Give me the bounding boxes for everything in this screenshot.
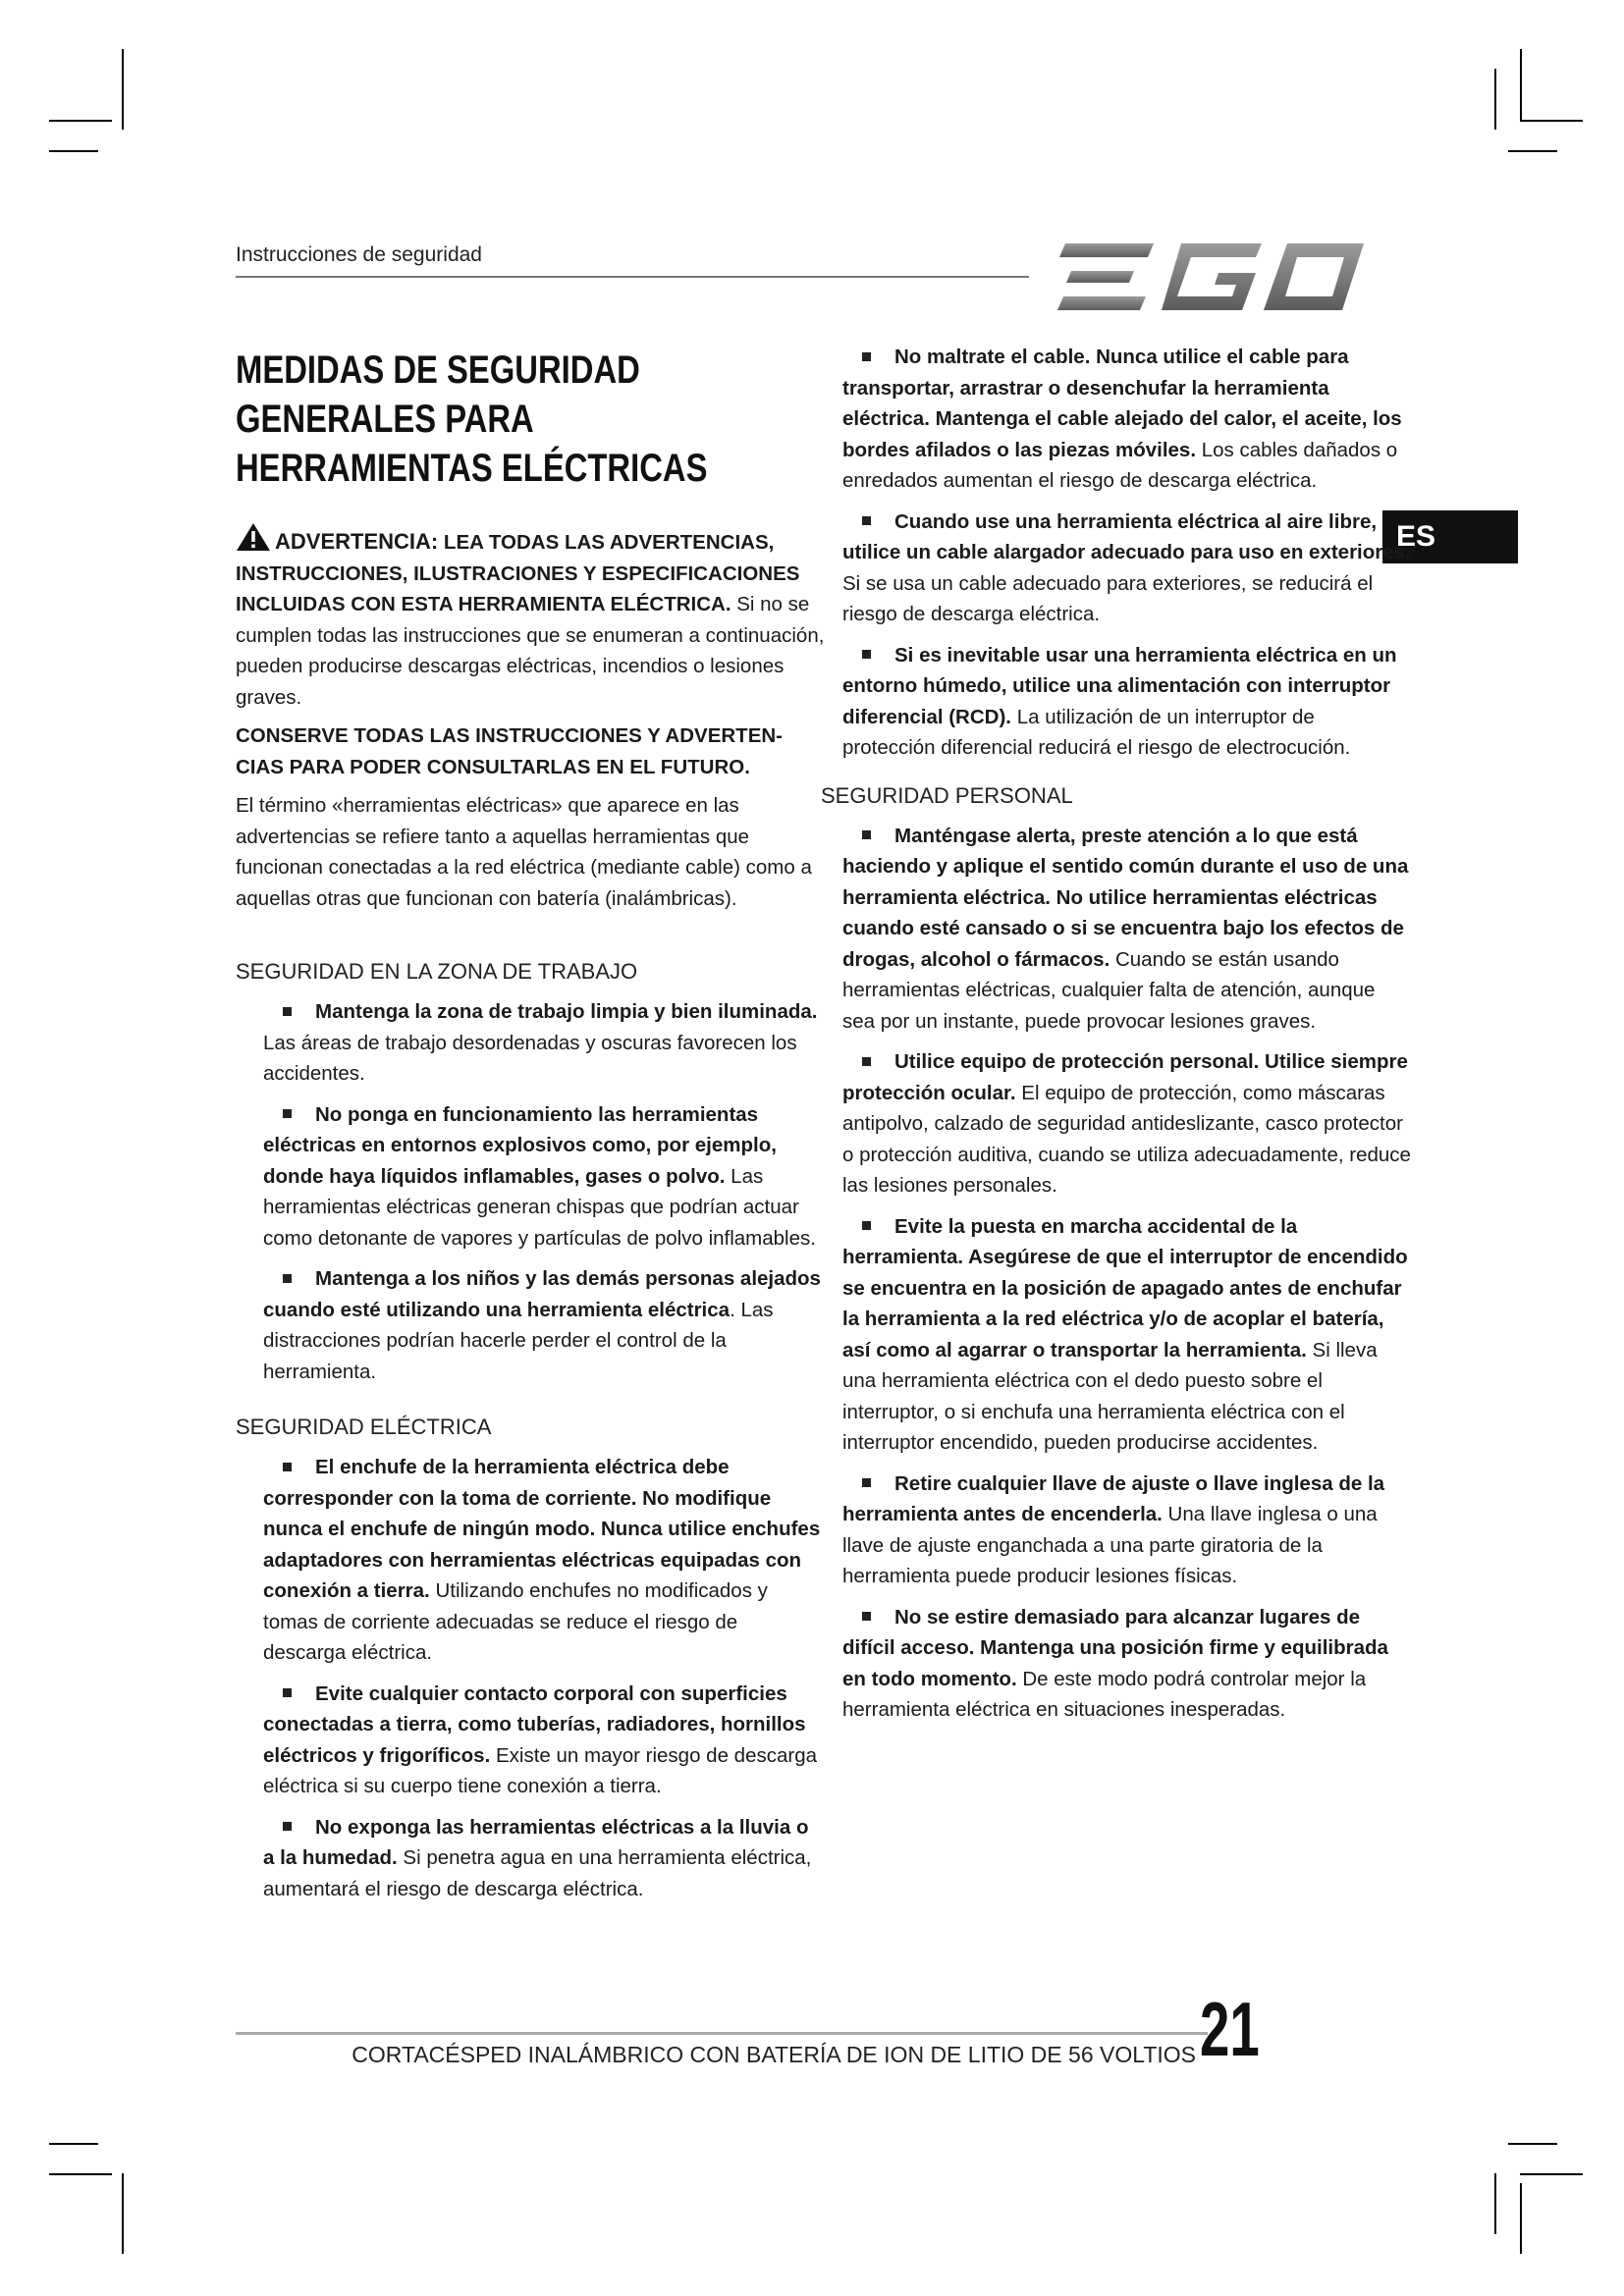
crop-mark: [1520, 120, 1583, 122]
footer-product-name: CORTACÉSPED INALÁMBRICO CON BATERÍA DE ION DE LITIO DE 56 VOLTIOS: [352, 2042, 1196, 2067]
header-label: Instrucciones de seguridad: [236, 243, 482, 266]
item-text: . Las distracciones podrían hacerle perder el control de la herramienta.: [263, 1298, 774, 1383]
item-text: Si lleva una herramienta eléctrica con el dedo puesto sobre el interruptor, o si enchufa una herramienta eléctrica con el interruptor encendido, pueden producirse accidentes.: [842, 1338, 1378, 1454]
crop-mark: [49, 150, 98, 152]
logo-text: EGO: [1056, 234, 1058, 235]
item-text: Utilizando enchufes no modificados y tomas de corriente adecuadas se reduce el riesgo de descarga eléctrica.: [263, 1579, 768, 1664]
item-text: Las áreas de trabajo desordenadas y oscuras favorecen los accidentes.: [263, 1031, 797, 1085]
warning-paragraph: [236, 522, 825, 713]
ego-logo: [1056, 234, 1370, 322]
title-line-2: HERRAMIENTAS ELÉCTRICAS: [236, 447, 708, 490]
crop-mark: [1508, 150, 1557, 152]
page-number: 21: [1200, 1986, 1260, 2072]
bullet-icon: [283, 1822, 292, 1831]
item-bold: Manténgase alerta, preste atención a lo que está haciendo y aplique el sentido común durante el uso de una herramienta eléctrica. No utilice herramientas eléctricas cuando esté cansado o si se encuentra bajo los efectos de drogas, alcohol o fármacos.: [842, 824, 1409, 971]
item-bold: Mantenga la zona de trabajo limpia y bien iluminada.: [315, 1000, 818, 1023]
item-text: Si se usa un cable adecuado para exteriores, se reducirá el riesgo de descarga eléctrica.: [842, 571, 1374, 625]
list-item: [842, 1602, 1412, 1726]
warning-bold: LEA TODAS LAS ADVERTENCIAS, INSTRUCCIONES, ILUSTRACIONES Y ESPECIFICACIONES INCLUIDAS CON ESTA HERRAMIENTA ELÉCTRICA.: [236, 531, 800, 615]
left-column: [236, 334, 825, 1914]
language-tab: ES: [1382, 510, 1518, 563]
item-text: Los cables dañados o enredados aumentan el riesgo de descarga eléctrica.: [842, 438, 1398, 492]
list-item: [842, 507, 1412, 630]
crop-mark: [49, 2143, 98, 2145]
right-column: [821, 342, 1412, 1735]
crop-mark: [1520, 2183, 1522, 2254]
item-bold: Mantenga a los niños y las demás personas alejados cuando esté utilizando una herramienta eléctrica: [263, 1267, 821, 1321]
item-bold: No maltrate el cable. Nunca utilice el cable para transportar, arrastrar o desenchufar la herramienta eléctrica. Mantenga el cable alejado del calor, el aceite, los bordes afilados o las piezas móviles.: [842, 346, 1402, 461]
item-bold: Retire cualquier llave de ajuste o llave inglesa de la herramienta antes de encenderla.: [842, 1471, 1385, 1525]
list-item: [236, 1812, 825, 1905]
item-bold: El enchufe de la herramienta eléctrica debe corresponder con la toma de corriente. No modifique nunca el enchufe de ningún modo. Nunca utilice enchufes adaptadores con herramientas eléctricas equipadas con conexión a tierra.: [263, 1456, 821, 1602]
conserve-notice: CONSERVE TODAS LAS INSTRUCCIONES Y ADVERTEN-CIAS PARA PODER CONSULTARLAS EN EL FUTURO.: [236, 724, 784, 778]
bullet-icon: [283, 1688, 292, 1697]
list-item: [236, 1452, 825, 1669]
list-item: [842, 1211, 1412, 1459]
crop-mark: [1508, 2143, 1557, 2145]
footer-rule: [236, 2032, 1208, 2035]
bullet-icon: [862, 1221, 871, 1230]
bullet-icon: [862, 352, 871, 361]
bullet-icon: [862, 516, 871, 525]
crop-mark: [1520, 49, 1522, 120]
termino-paragraph: El término «herramientas eléctricas» que aparece en las advertencias se refiere tanto a aquellas herramientas que funcionan conectadas a la red eléctrica (mediante cable) como a aquellas otras que funcionan con batería (inalámbricas).: [236, 794, 812, 910]
warning-label: ADVERTENCIA:: [275, 529, 439, 554]
list-item: [842, 1468, 1412, 1592]
item-bold: Evite cualquier contacto corporal con superficies conectadas a tierra, como tuberías, radiadores, hornillos eléctricos y frigoríficos.: [263, 1682, 806, 1767]
bullet-icon: [862, 830, 871, 839]
title-line-1: MEDIDAS DE SEGURIDAD GENERALES PARA: [236, 348, 640, 441]
header-rule: [236, 276, 1029, 278]
bullet-icon: [283, 1274, 292, 1283]
item-bold: Utilice equipo de protección personal. Utilice siempre protección ocular.: [842, 1050, 1408, 1104]
list-item: [236, 996, 825, 1090]
item-text: Si penetra agua en una herramienta eléctrica, aumentará el riesgo de descarga eléctrica.: [263, 1846, 812, 1900]
crop-mark: [122, 49, 124, 130]
item-bold: No se estire demasiado para alcanzar lugares de difícil acceso. Mantenga una posición firme y equilibrada en todo momento.: [842, 1605, 1388, 1690]
crop-mark: [1494, 69, 1496, 130]
item-bold: No ponga en funcionamiento las herramientas eléctricas en entornos explosivos como, por ejemplo, donde haya líquidos inflamables, gases o polvo.: [263, 1102, 777, 1188]
item-text: De este modo podrá controlar mejor la herramienta eléctrica en situaciones inesperadas.: [842, 1667, 1367, 1721]
list-item: [236, 1679, 825, 1802]
item-text: Existe un mayor riesgo de descarga eléctrica si su cuerpo tiene conexión a tierra.: [263, 1743, 818, 1797]
bullet-icon: [862, 1612, 871, 1621]
crop-mark: [1520, 2173, 1583, 2175]
item-bold: Evite la puesta en marcha accidental de la herramienta. Asegúrese de que el interruptor de encendido se encuentra en la posición de apagado antes de enchufar la herramienta a la red eléctrica y/o de acoplar el batería, así como al agarrar o transportar la herramienta.: [842, 1214, 1408, 1362]
item-bold: No exponga las herramientas eléctricas a la lluvia o a la humedad.: [263, 1815, 809, 1869]
warning-icon: [236, 522, 271, 552]
item-text: Cuando se están usando herramientas eléctricas, cualquier falta de atención, aunque sea por un instante, puede provocar lesiones graves.: [842, 947, 1376, 1033]
list-item: [842, 821, 1412, 1038]
bullet-icon: [283, 1109, 292, 1118]
bullet-icon: [283, 1007, 292, 1016]
section-work-area: SEGURIDAD EN LA ZONA DE TRABAJO: [236, 959, 638, 984]
section-electrical: SEGURIDAD ELÉCTRICA: [236, 1415, 492, 1439]
crop-mark: [49, 120, 112, 122]
list-item: [236, 1099, 825, 1255]
section-personal: SEGURIDAD PERSONAL: [821, 782, 1073, 808]
list-item: [842, 342, 1412, 497]
item-bold: Si es inevitable usar una herramienta eléctrica en un entorno húmedo, utilice una alimentación con interruptor diferencial (RCD).: [842, 643, 1397, 728]
warning-text: Si no se cumplen todas las instrucciones que se enumeran a continuación, pueden producirse descargas eléctricas, incendios o lesiones graves.: [236, 593, 825, 709]
list-item: [842, 640, 1412, 764]
crop-mark: [122, 2173, 124, 2254]
list-item: [236, 1263, 825, 1387]
list-item: [842, 1046, 1412, 1201]
bullet-icon: [862, 1478, 871, 1487]
crop-mark: [49, 2173, 112, 2175]
item-bold: Cuando use una herramienta eléctrica al aire libre, utilice un cable alargador adecuado para uso en exteriores.: [842, 509, 1411, 563]
bullet-icon: [283, 1463, 292, 1471]
item-text: Una llave inglesa o una llave de ajuste enganchada a una parte giratoria de la herramienta puede producir lesiones físicas.: [842, 1503, 1378, 1587]
crop-mark: [1494, 2173, 1496, 2234]
bullet-icon: [862, 1057, 871, 1066]
item-text: La utilización de un interruptor de protección diferencial reducirá el riesgo de electrocución.: [842, 705, 1351, 759]
item-text: El equipo de protección, como máscaras antipolvo, calzado de seguridad antideslizante, casco protector o protección auditiva, cuando se utiliza adecuadamente, reduce las lesiones personales.: [842, 1081, 1411, 1197]
item-text: Las herramientas eléctricas generan chispas que podrían actuar como detonante de vapores y partículas de polvo inflamables.: [263, 1164, 816, 1250]
bullet-icon: [862, 650, 871, 659]
page-title: [236, 346, 824, 493]
